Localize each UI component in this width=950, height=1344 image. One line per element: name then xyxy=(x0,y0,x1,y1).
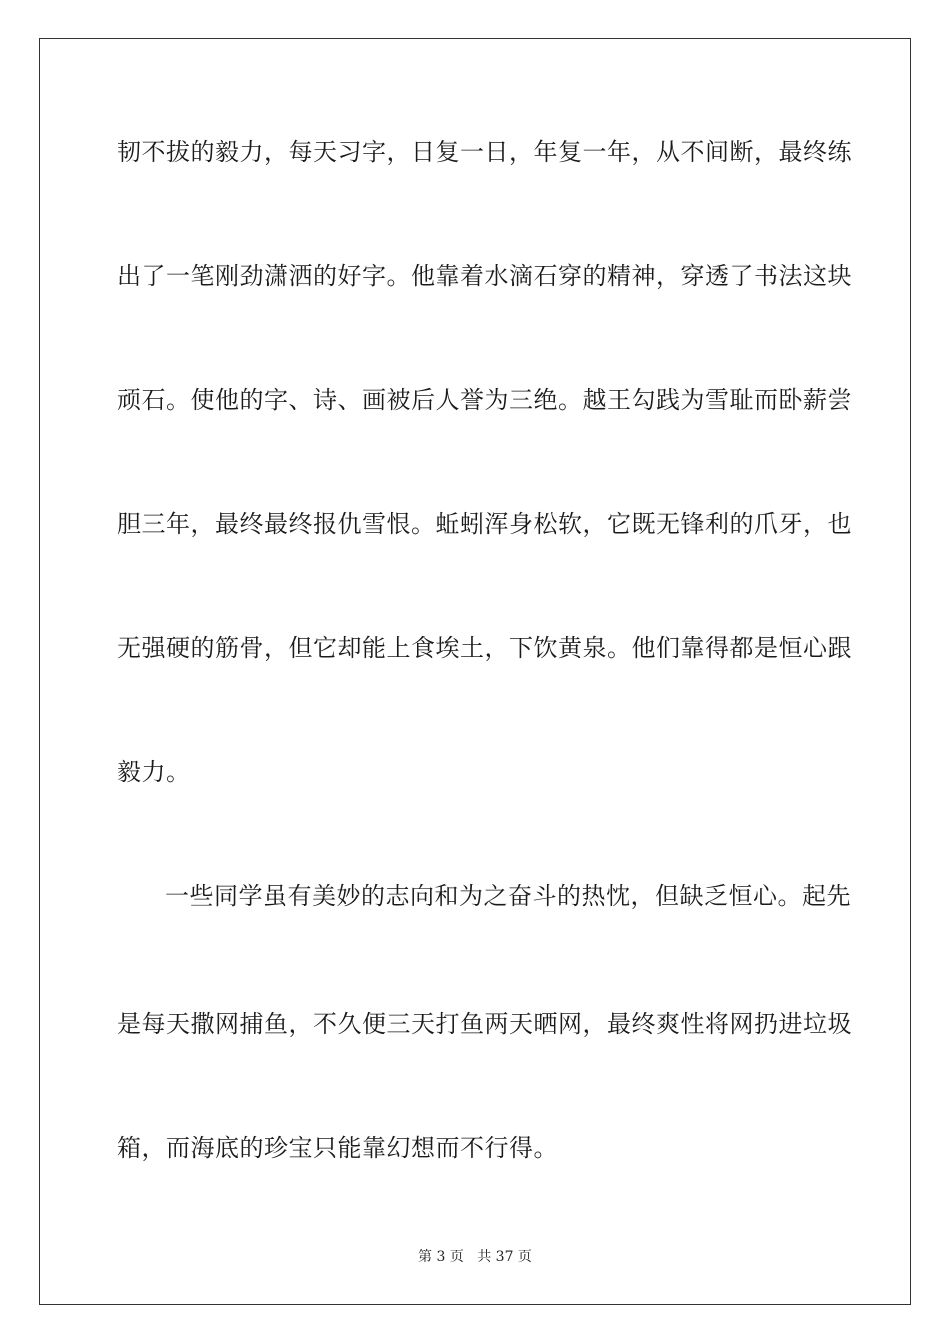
body-text-line: 箱，而海底的珍宝只能靠幻想而不行得。 xyxy=(117,1134,558,1162)
body-text-line: 出了一笔刚劲潇洒的好字。他靠着水滴石穿的精神，穿透了书法这块 xyxy=(117,262,852,290)
page-total: 共 37 页 xyxy=(477,1249,532,1265)
body-text-line: 韧不拔的毅力，每天习字，日复一日，年复一年，从不间断，最终练 xyxy=(117,138,852,166)
body-text-line: 顽石。使他的字、诗、画被后人誉为三绝。越王勾践为雪耻而卧薪尝 xyxy=(117,386,852,414)
page-border xyxy=(39,38,911,1305)
body-text-line: 毅力。 xyxy=(117,758,191,786)
paragraph-first-line: 一些同学虽有美妙的志向和为之奋斗的热忱，但缺乏恒心。起先 xyxy=(165,882,851,910)
body-text-line: 是每天撒网捕鱼，不久便三天打鱼两天晒网，最终爽性将网扔进垃圾 xyxy=(117,1010,852,1038)
body-text-line: 胆三年，最终最终报仇雪恨。蚯蚓浑身松软，它既无锋利的爪牙，也 xyxy=(117,510,852,538)
body-text-line: 无强硬的筋骨，但它却能上食埃土，下饮黄泉。他们靠得都是恒心跟 xyxy=(117,634,852,662)
page-number: 第 3 页 xyxy=(418,1249,464,1265)
page-footer xyxy=(0,1248,950,1266)
